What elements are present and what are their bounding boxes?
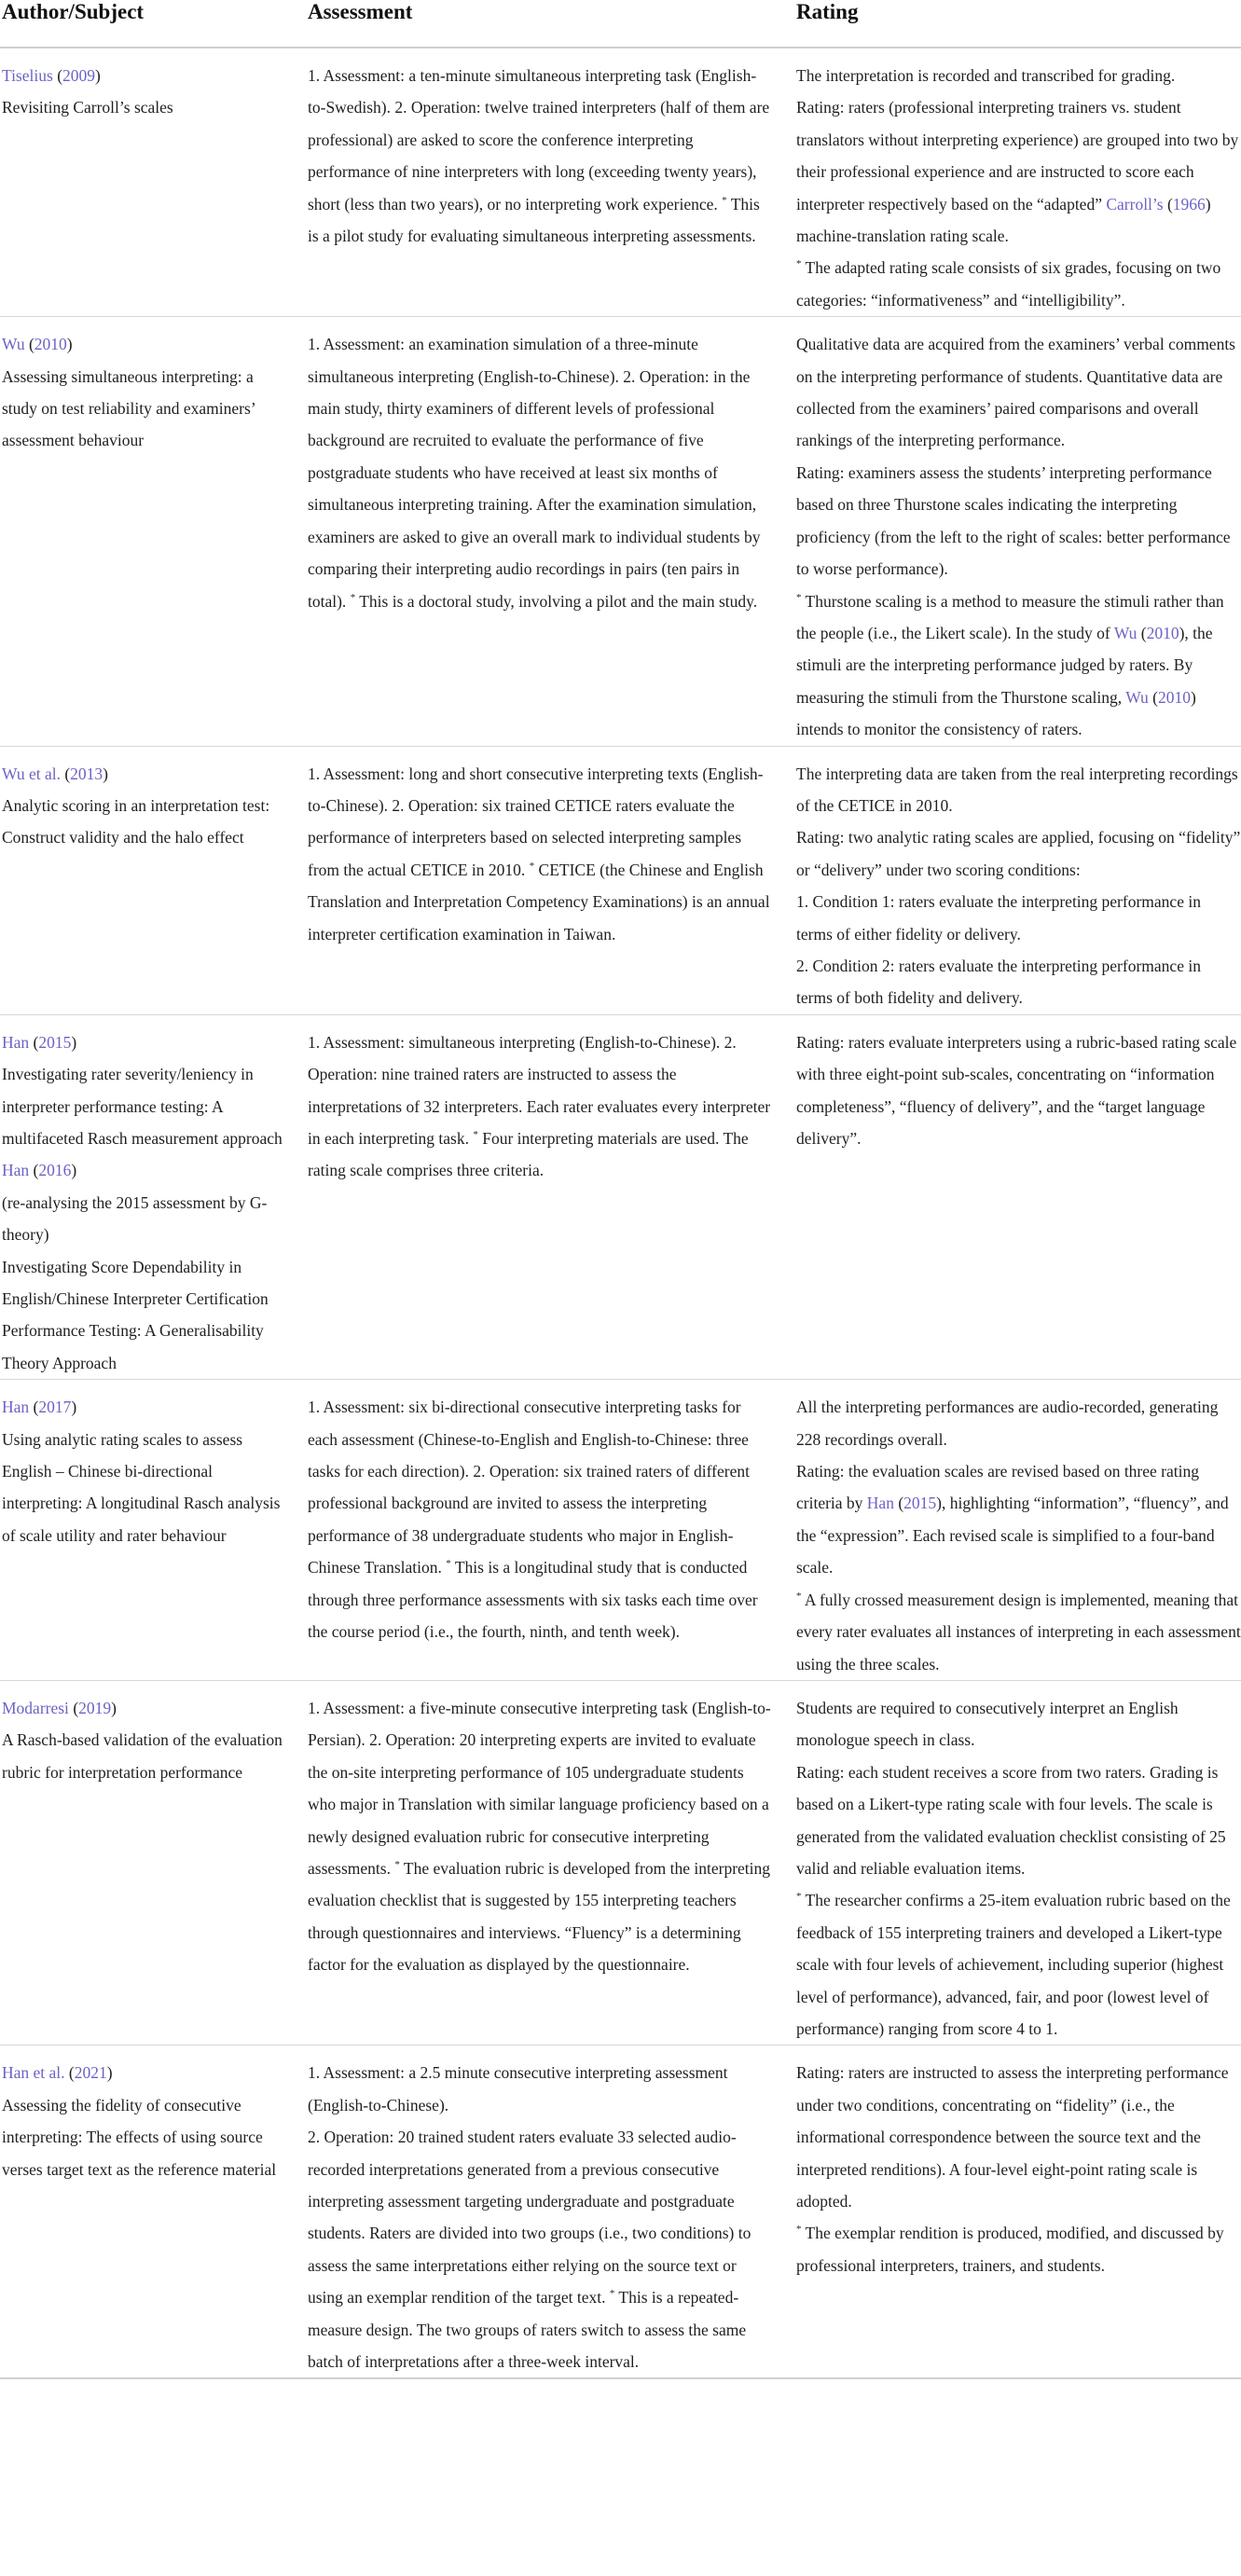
cell-text: Investigating rater severity/leniency in interpreter performance testing: A multifaceted Rasch measurement approach <box>2 1065 283 1148</box>
citation-link[interactable]: Modarresi <box>2 1698 69 1717</box>
citation-link[interactable]: Tiselius <box>2 66 53 85</box>
cell-text: All the interpreting performances are audio-recorded, generating 228 recordings overall. <box>796 1398 1219 1449</box>
cell-text: ), highlighting “information”, “fluency”, and the “expression”. Each revised scale is simplified to a four-band scale. <box>796 1494 1229 1577</box>
assessment-cell <box>308 1680 796 2045</box>
cell-text: Investigating Score Dependability in English/Chinese Interpreter Certification Performance Testing: A Generalisability Theory Approach <box>2 1257 269 1372</box>
cell-text: ( <box>64 2063 75 2083</box>
cell-text: ) <box>111 1698 117 1717</box>
rating-cell <box>796 48 1241 317</box>
assessment-cell <box>308 317 796 746</box>
cell-paragraph <box>2 2089 291 2185</box>
cell-paragraph <box>796 1455 1241 1584</box>
table-row <box>0 746 1241 1014</box>
cell-paragraph <box>308 1391 772 1647</box>
cell-paragraph <box>796 585 1241 746</box>
cell-text: Four interpreting materials are used. The rating scale comprises three criteria. <box>308 1129 749 1180</box>
author-subject-cell <box>0 48 308 317</box>
assessment-cell <box>308 746 796 1014</box>
footnote-asterisk: * <box>446 1558 451 1570</box>
citation-link[interactable]: 2009 <box>62 66 96 85</box>
cell-text: This is a pilot study for evaluating simultaneous interpreting assessments. <box>308 194 760 246</box>
cell-paragraph <box>2 2057 291 2088</box>
citation-link[interactable]: Han et al. <box>2 2063 65 2083</box>
cell-paragraph <box>796 821 1241 886</box>
citation-link[interactable]: 2019 <box>78 1698 112 1717</box>
cell-text: The interpretation is recorded and transcribed for grading. <box>796 66 1176 85</box>
rating-cell <box>796 1380 1241 1681</box>
cell-text: The adapted rating scale consists of six grades, focusing on two categories: “informativeness” and “intelligibility”. <box>796 258 1221 310</box>
assessment-cell <box>308 2046 796 2379</box>
cell-paragraph <box>796 1884 1241 2045</box>
cell-text: ( <box>68 1698 79 1717</box>
cell-paragraph <box>308 1692 772 1981</box>
cell-text: ) <box>71 1398 77 1417</box>
cell-text: This is a doctoral study, involving a pilot and the main study. <box>355 591 758 611</box>
citation-link[interactable]: 2013 <box>70 764 103 783</box>
citation-link[interactable]: Wu <box>1113 623 1138 642</box>
rating-cell <box>796 2046 1241 2379</box>
cell-paragraph <box>308 1026 772 1187</box>
cell-text: Students are required to consecutively interpret an English monologue speech in class. <box>796 1698 1179 1750</box>
cell-text: ( <box>52 66 63 85</box>
cell-text: ( <box>24 335 34 354</box>
cell-paragraph <box>796 1692 1241 1756</box>
cell-text: ( <box>1137 623 1147 642</box>
cell-text: Rating: raters evaluate interpreters using a rubric-based rating scale with three eight-point sub-scales, concentrating on “information completeness”, “fluency of delivery”, and the “target language delivery”. <box>796 1032 1237 1148</box>
cell-text: (re-analysing the 2015 assessment by G-theory) <box>2 1192 268 1245</box>
citation-link[interactable]: Han <box>866 1494 894 1513</box>
cell-paragraph <box>796 886 1241 950</box>
cell-paragraph <box>2 1026 291 1058</box>
cell-paragraph <box>2 1187 291 1251</box>
footnote-asterisk: * <box>722 194 727 206</box>
cell-paragraph <box>2 1424 291 1552</box>
cell-paragraph <box>796 758 1241 822</box>
cell-text: 1. Condition 1: raters evaluate the interpreting performance in terms of either fidelity or delivery. <box>796 892 1201 944</box>
cell-text: ( <box>29 1398 39 1417</box>
cell-paragraph <box>308 60 772 252</box>
table-row <box>0 1380 1241 1681</box>
cell-text: 2. Operation: 20 trained student raters evaluate 33 selected audio-recorded interpretations generated from a previous consecutive interpreting assessment targeting undergraduate and postgraduate students. Raters are divided into two groups (i.e., two conditions) to assess the same interpretations either relying on the source text or using an exemplar rendition of the target text. <box>308 2128 751 2307</box>
author-subject-cell <box>0 1680 308 2045</box>
author-subject-cell <box>0 1014 308 1379</box>
cell-paragraph <box>796 950 1241 1014</box>
cell-paragraph <box>796 1756 1241 1885</box>
footnote-asterisk: * <box>796 258 802 270</box>
cell-text: 1. Assessment: a 2.5 minute consecutive interpreting assessment (English-to-Chinese). <box>308 2063 728 2115</box>
cell-paragraph <box>2 1251 291 1380</box>
table-row <box>0 48 1241 317</box>
citation-link[interactable]: Wu et al. <box>2 764 61 783</box>
cell-text: ) <box>66 335 73 354</box>
assessment-cell <box>308 48 796 317</box>
footnote-asterisk: * <box>473 1129 478 1141</box>
footnote-asterisk: * <box>796 2224 802 2236</box>
cell-paragraph <box>796 60 1241 91</box>
cell-text: Rating: examiners assess the students’ interpreting performance based on three Thurstone scales indicating the interpreting proficiency (from the left to the right of scales: better performance to worse performance). <box>796 462 1231 579</box>
cell-text: The exemplar rendition is produced, modified, and discussed by professional interpreters, trainers, and students. <box>796 2224 1224 2275</box>
cell-paragraph <box>796 1584 1241 1680</box>
rating-cell <box>796 746 1241 1014</box>
cell-text: Qualitative data are acquired from the examiners’ verbal comments on the interpreting performance of students. Quantitative data are collected from the examiners’ paired comparisons and overall rankings of the interpreting performance. <box>796 335 1235 450</box>
table-row <box>0 317 1241 746</box>
cell-text: The interpreting data are taken from the real interpreting recordings of the CETICE in 2010. <box>796 764 1238 815</box>
cell-paragraph <box>2 1724 291 1788</box>
table-header-row <box>0 0 1241 48</box>
cell-text: 1. Assessment: a five-minute consecutive interpreting task (English-to-Persian). 2. Operation: 20 interpreting experts are invited to evaluate the on-site interpreting performance of 105 undergraduate students who major in Translation with similar language proficiency based on a newly designed evaluation rubric for consecutive interpreting assessments. <box>308 1698 771 1878</box>
cell-paragraph <box>796 2217 1241 2281</box>
cell-text: ) <box>103 764 108 783</box>
cell-text: The evaluation rubric is developed from the interpreting evaluation checklist that is suggested by 155 interpreting teachers through questionnaires and interviews. “Fluency” is a determining factor for the evaluation as displayed by the questionnaire. <box>308 1858 771 1975</box>
citation-link[interactable]: 1966 <box>1172 194 1206 214</box>
cell-paragraph <box>796 2057 1241 2217</box>
author-subject-cell <box>0 317 308 746</box>
cell-text: Rating: raters (professional interpreting trainers vs. student translators without interpreting experience) are grouped into two by their professional experience and are instructed to score each interpreter respectively based on the “adapted” <box>796 98 1239 214</box>
table-row <box>0 1014 1241 1379</box>
cell-paragraph <box>2 1154 291 1186</box>
citation-link[interactable]: 2015 <box>38 1032 72 1052</box>
cell-paragraph <box>796 328 1241 457</box>
cell-text: 1. Assessment: long and short consecutive interpreting texts (English-to-Chinese). 2. Operation: six trained CETICE raters evaluate the performance of interpreters based on selected interpreting samples from the actual CETICE in 2010. <box>308 764 764 879</box>
cell-paragraph <box>308 758 772 950</box>
footnote-asterisk: * <box>796 591 802 603</box>
citation-link[interactable]: 2021 <box>74 2063 107 2083</box>
cell-text: Rating: raters are instructed to assess the interpreting performance under two conditions, concentrating on “fidelity” (i.e., the informational correspondence between the source text and the interpreted renditions). A four-level eight-point rating scale is adopted. <box>796 2063 1229 2211</box>
assessment-cell <box>308 1014 796 1379</box>
footnote-asterisk: * <box>796 1891 802 1903</box>
cell-text: CETICE (the Chinese and English Translation and Interpretation Competency Examinations) is an annual interpreter certification examination in Taiwan. <box>308 860 770 944</box>
cell-paragraph <box>2 60 291 91</box>
citation-link[interactable]: Wu <box>1125 687 1149 707</box>
cell-paragraph <box>796 252 1241 316</box>
cell-text: Rating: the evaluation scales are revised based on three rating criteria by <box>796 1462 1199 1513</box>
cell-text: ( <box>29 1032 39 1052</box>
cell-text: This is a repeated-measure design. The two groups of raters switch to assess the same batch of interpretations after a three-week interval. <box>308 2288 747 2372</box>
citation-link[interactable]: 2010 <box>1146 623 1179 642</box>
cell-text: This is a longitudinal study that is conducted through three performance assessments with six tasks each time over the course period (i.e., the fourth, ninth, and tenth week). <box>308 1558 758 1642</box>
citation-link[interactable]: Han <box>2 1398 30 1417</box>
citation-link[interactable]: 2015 <box>903 1494 937 1513</box>
cell-text: 1. Assessment: simultaneous interpreting (English-to-Chinese). 2. Operation: nine trained raters are instructed to assess the interpretations of 32 interpreters. Each rater evaluates every interpreter in each interpreting task. <box>308 1032 771 1148</box>
cell-text: The researcher confirms a 25-item evaluation rubric based on the feedback of 155 interpreting trainers and developed a Likert-type scale with four levels of achievement, including superior (highest level of performance), advanced, fair, and poor (lowest level of performance) ranging from score 4 to 1. <box>796 1891 1231 2038</box>
author-subject-cell <box>0 2046 308 2379</box>
cell-text: Thurstone scaling is a method to measure the stimuli rather than the people (i.e., the Likert scale). In the study of <box>796 591 1224 642</box>
rating-cell <box>796 1680 1241 2045</box>
cell-paragraph <box>2 361 291 457</box>
footnote-asterisk: * <box>609 2288 615 2300</box>
cell-text: A fully crossed measurement design is implemented, meaning that every rater evaluates all instances of interpreting in each assessment using the three scales. <box>796 1590 1241 1674</box>
cell-text: ( <box>893 1494 904 1513</box>
cell-text: 1. Assessment: an examination simulation of a three-minute simultaneous interpreting (English-to-Chinese). 2. Operation: in the main study, thirty examiners of different levels of professional background are recruited to evaluate the performance of five postgraduate students who have received at least six months of simultaneous interpreting training. After the examination simulation, examiners are asked to give an overall mark to individual students by comparing their interpreting audio recordings in pairs (ten pairs in total). <box>308 335 761 611</box>
cell-text: Analytic scoring in an interpretation test: Construct validity and the halo effect <box>2 795 270 847</box>
cell-paragraph <box>2 91 291 123</box>
cell-text: 2. Condition 2: raters evaluate the interpreting performance in terms of both fidelity and delivery. <box>796 956 1201 1008</box>
cell-paragraph <box>2 758 291 790</box>
cell-paragraph <box>796 91 1241 252</box>
cell-text: Using analytic rating scales to assess English – Chinese bi-directional interpreting: A longitudinal Rasch analysis of scale utility and rater behaviour <box>2 1429 281 1545</box>
rating-cell <box>796 317 1241 746</box>
cell-paragraph <box>308 328 772 617</box>
table-row <box>0 2046 1241 2379</box>
author-subject-cell <box>0 746 308 1014</box>
cell-paragraph <box>796 1026 1241 1155</box>
header-assessment: Assessment <box>308 0 796 48</box>
cell-paragraph <box>308 2121 772 2377</box>
cell-text: ) intends to monitor the consistency of raters. <box>796 687 1196 739</box>
citation-link[interactable]: 2016 <box>38 1161 72 1180</box>
cell-text: ) <box>71 1032 77 1052</box>
cell-paragraph <box>2 1058 291 1154</box>
cell-text: Rating: two analytic rating scales are applied, focusing on “fidelity” or “delivery” under two scoring conditions: <box>796 828 1241 879</box>
citation-link[interactable]: Carroll’s <box>1106 194 1164 214</box>
table-row <box>0 1680 1241 2045</box>
citation-link[interactable]: Wu <box>2 335 25 354</box>
cell-paragraph <box>2 328 291 360</box>
header-rating: Rating <box>796 0 1241 48</box>
cell-text: ) <box>106 2063 113 2083</box>
cell-text: ( <box>29 1161 39 1180</box>
header-author-subject: Author/Subject <box>0 0 308 48</box>
cell-paragraph <box>308 2057 772 2121</box>
cell-text: ) <box>71 1161 77 1180</box>
footnote-asterisk: * <box>796 1590 802 1602</box>
footnote-asterisk: * <box>394 1859 400 1871</box>
table-body <box>0 48 1241 2378</box>
cell-text: 1. Assessment: a ten-minute simultaneous interpreting task (English-to-Swedish). 2. Operation: twelve trained interpreters (half of them are professional) are asked to score the conference interpreting performance of nine interpreters with long (exceeding twenty years), short (less than two years), or no interpreting work experience. <box>308 66 770 214</box>
cell-text: Assessing simultaneous interpreting: a study on test reliability and examiners’ assessment behaviour <box>2 366 255 450</box>
cell-text: ( <box>1148 687 1158 707</box>
citation-link[interactable]: 2010 <box>1157 687 1191 707</box>
cell-text: ) <box>95 66 101 85</box>
cell-text: Rating: each student receives a score from two raters. Grading is based on a Likert-type rating scale with four levels. The scale is generated from the validated evaluation checklist consisting of 25 valid and reliable evaluation items. <box>796 1762 1226 1878</box>
footnote-asterisk: * <box>350 591 356 603</box>
cell-paragraph <box>796 457 1241 585</box>
cell-text: A Rasch-based validation of the evaluation rubric for interpretation performance <box>2 1730 283 1782</box>
cell-text: ) machine-translation rating scale. <box>796 194 1211 246</box>
footnote-asterisk: * <box>529 860 535 872</box>
author-subject-cell <box>0 1380 308 1681</box>
citation-link[interactable]: 2010 <box>34 335 67 354</box>
cell-text: ( <box>60 764 71 783</box>
cell-text: Revisiting Carroll’s scales <box>2 98 173 117</box>
cell-paragraph <box>2 1391 291 1423</box>
assessment-cell <box>308 1380 796 1681</box>
citation-link[interactable]: Han <box>2 1032 30 1052</box>
citation-link[interactable]: Han <box>2 1161 30 1180</box>
cell-paragraph <box>2 1692 291 1724</box>
cell-paragraph <box>2 790 291 854</box>
cell-text: ), the stimuli are the interpreting performance judged by raters. By measuring the stimuli from the Thurstone scaling, <box>796 623 1213 707</box>
cell-paragraph <box>796 1391 1241 1455</box>
cell-text: Assessing the fidelity of consecutive interpreting: The effects of using source verses target text as the reference material <box>2 2095 277 2179</box>
cell-text: 1. Assessment: six bi-directional consecutive interpreting tasks for each assessment (Chinese-to-English and English-to-Chinese: three tasks for each direction). 2. Operation: six trained raters of different professional background are invited to assess the interpreting performance of 38 undergraduate students who major in English-Chinese Translation. <box>308 1398 750 1577</box>
cell-text: ( <box>1163 194 1173 214</box>
citation-link[interactable]: 2017 <box>38 1398 72 1417</box>
rating-cell <box>796 1014 1241 1379</box>
